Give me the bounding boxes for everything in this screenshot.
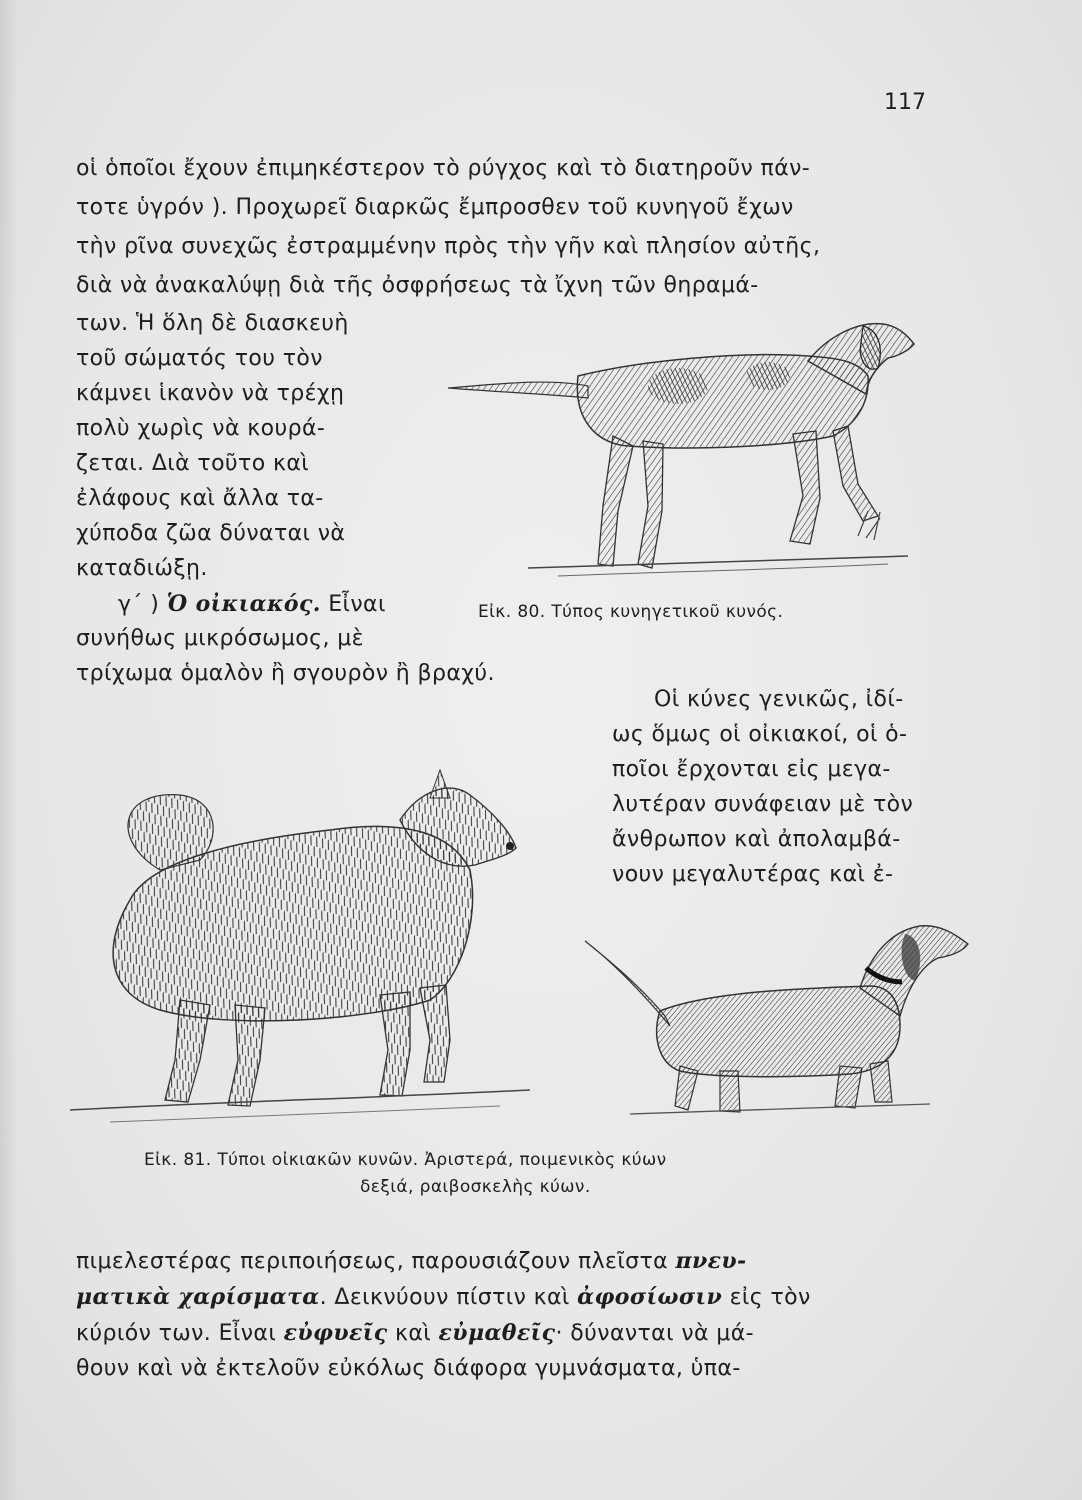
text-line: λυτέραν συνάφειαν μὲ τὸν [612,792,914,817]
text-line: των. Ἡ ὅλη δὲ διασκευὴ [76,311,349,336]
text-line: θουν καὶ νὰ ἐκτελοῦν εὐκόλως διάφορα γυμνάσματα, ὑπα- [76,1356,741,1381]
text-run: · δύνανται νὰ μά- [555,1321,754,1346]
text-line: χύποδα ζῶα δύναται νὰ [76,521,346,546]
text-run: πιμελεστέρας περιποιήσεως, παρουσιάζουν πλεῖστα [76,1249,676,1274]
text-line: ἐλάφους καὶ ἄλλα τα- [76,486,324,511]
text-line: πολὺ χωρὶς νὰ κουρά- [76,416,326,441]
text-line: διὰ νὰ ἀνακαλύψῃ διὰ τῆς ὀσφρήσεως τὰ ἴχνη τῶν θηραμά- [76,273,759,298]
emphasis-text: ἀφοσίωσιν [577,1284,723,1310]
text-line: συνήθως μικρόσωμος, μὲ [76,626,364,651]
text-line: ζεται. Διὰ τοῦτο καὶ [76,451,310,476]
section-heading-gamma [118,590,386,619]
emphasis-text: ματικὰ χαρίσματα [76,1284,320,1310]
emphasis-text: εὐμαθεῖς [438,1320,556,1346]
figure-80-hunting-dog-illustration [438,306,938,586]
text-run: καὶ [387,1321,439,1346]
figure-81-shepherd-dog-illustration [70,760,540,1140]
text-line: καταδιώξῃ. [76,556,208,581]
text-run: κύριόν των. Εἶναι [76,1321,284,1346]
text-line [76,1283,811,1312]
section-title: Ὁ οἰκιακός. [166,591,321,617]
text-line: ως ὅμως οἱ οἰκιακοί, οἱ ὁ- [612,722,908,747]
figure-81-caption-line1: Εἰκ. 81. Τύποι οἰκιακῶν κυνῶν. Ἀριστερά, ποιμενικὸς κύων [144,1150,667,1170]
text-line: τοτε ὑγρόν ). Προχωρεῖ διαρκῶς ἔμπροσθεν τοῦ κυνηγοῦ ἔχων [76,195,794,220]
emphasis-text: εὐφυεῖς [283,1320,388,1346]
text-line: ἄνθρωπον καὶ ἀπολαμβά- [612,827,901,852]
text-line: ποῖοι ἔρχονται εἰς μεγα- [612,757,891,782]
section-marker: γ΄ ) [118,592,167,617]
text-line: τοῦ σώματός του τὸν [76,346,323,371]
text-line: τὴν ρῖνα συνεχῶς ἐστραμμένην πρὸς τὴν γῆν καὶ πλησίον αὐτῆς, [76,234,821,259]
text-line [76,1319,754,1348]
text-line: κάμνει ἱκανὸν νὰ τρέχῃ [76,381,345,406]
page-edge-shadow [0,0,18,1500]
figure-81-dachshund-illustration [570,906,980,1126]
page-number: 117 [884,90,926,115]
emphasis-text: πνευ- [675,1248,747,1274]
figure-81-caption-line2: δεξιά, ραιβοσκελὴς κύων. [360,1177,591,1197]
text-line [76,1247,747,1276]
text-run: εἰς τὸν [722,1285,811,1310]
text-line: Οἱ κύνες γενικῶς, ἰδί- [654,687,904,712]
text-line: τρίχωμα ὁμαλὸν ἢ σγουρὸν ἢ βραχύ. [76,661,495,686]
section-heading-rest: Εἶναι [320,592,386,617]
text-run: . Δεικνύουν πίστιν καὶ [319,1285,578,1310]
text-line: νουν μεγαλυτέρας καὶ ἐ- [612,862,894,887]
figure-80-caption: Εἰκ. 80. Τύπος κυνηγετικοῦ κυνός. [478,602,784,622]
text-line: οἱ ὁποῖοι ἔχουν ἐπιμηκέστερον τὸ ρύγχος καὶ τὸ διατηροῦν πάν- [76,156,811,181]
